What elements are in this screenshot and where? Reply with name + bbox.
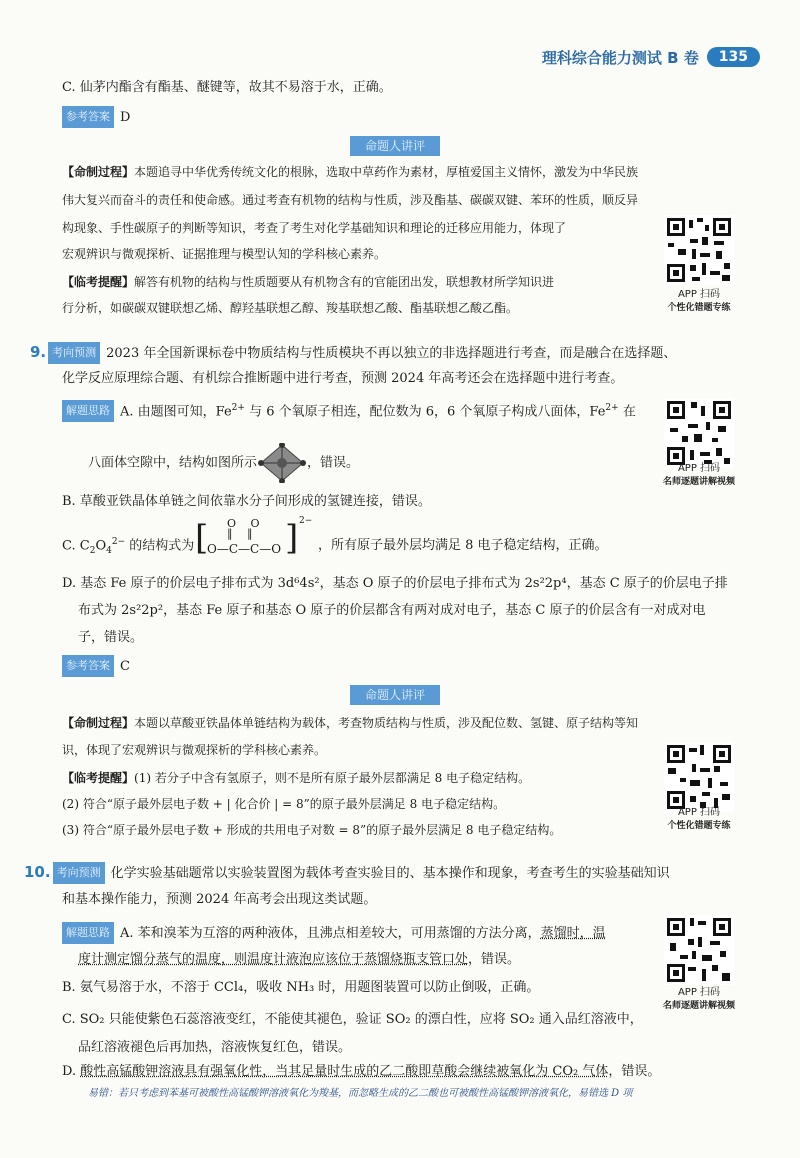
q9-option-d-line1: D. 基态 Fe 原子的价层电子排布式为 3d⁶4s²，基态 O 原子的价层电子排布式为 2s²2p⁴，基态 C 原子的价层电子排 <box>62 576 728 591</box>
q9-answer: C <box>120 659 130 674</box>
q10-option-d: D. 酸性高锰酸钾溶液具有强氧化性，当其足量时生成的乙二酸即草酸会继续被氧化为 CO₂ 气体，错误。 <box>62 1064 661 1079</box>
teacher-banner: 命题人讲评 <box>350 136 440 156</box>
q8-option-c: C. 仙茅内酯含有酯基、醚键等，故其不易溶于水，正确。 <box>62 80 392 95</box>
q10-option-a-line1: 解题思路 A. 苯和溴苯为互溶的两种液体，且沸点相差较大，可用蒸馏的方法分离，蒸馏时，温 <box>62 922 606 944</box>
q9-process-line1: 【命制过程】本题以草酸亚铁晶体单链结构为载体，考查物质结构与性质，涉及配位数、氢键、原子结构等知 <box>62 716 639 730</box>
q10-option-a-line2: 度计测定馏分蒸气的温度，则温度计液泡应该位于蒸馏烧瓶支管口处，错误。 <box>78 952 521 967</box>
qr-caption-3: APP 扫码 个性化错题专练 <box>667 807 731 831</box>
q9-answer-line: 参考答案 C <box>62 655 130 677</box>
q9-number: 9. <box>30 343 47 361</box>
header-title: 理科综合能力测试 B 卷 <box>541 48 699 67</box>
q9-option-c-lead: C. $C_2O_4^{2-}$ 的结构式为 <box>62 537 195 556</box>
q10-option-b: B. 氨气易溶于水，不溶于 CCl₄，吸收 NH₃ 时，用题图装置可以防止倒吸，正确。 <box>62 980 540 995</box>
qr-caption-4: APP 扫码 名师逐题讲解视频 <box>662 987 735 1011</box>
q9-tip-line1: 【临考提醒】(1) 若分子中含有氢原子，则不是所有原子最外层都满足 8 电子稳定结构。 <box>62 771 531 785</box>
q9-option-a-line1: 解题思路 A. 由题图可知，$Fe^{2+}$ 与 6 个氧原子相连，配位数为 6，6 个氧原子构成八面体，$Fe^{2+}$ 在 <box>62 398 636 422</box>
q10-forecast-line1: 10. 考向预测 化学实验基础题常以实验装置图为载体考查实验目的、基本操作和现象，考查考生的实验基础知识 <box>24 862 670 884</box>
q8-answer-line <box>62 106 130 128</box>
q8-tip-line1: 【临考提醒】解答有机物的结构与性质题要从有机物含有的官能团出发，联想教材所学知识进 <box>62 275 555 289</box>
q10-option-c-line2: 品红溶液褪色后再加热，溶液恢复红色，错误。 <box>78 1040 352 1055</box>
octahedron-icon <box>257 443 307 483</box>
handwritten-note: 易错：若只考虑到苯基可被酸性高锰酸钾溶液氧化为羧基，而忽略生成的乙二酸也可被酸性高锰酸钾溶液氧化，易错选 D 项 <box>88 1088 633 1099</box>
q8-process-line2: 伟大复兴而奋斗的责任和使命感。通过考查有机物的结构与性质，涉及酯基、碳碳双键、苯环的性质，顺反异 <box>62 193 639 207</box>
q9-option-a-line2: 八面体空隙中，结构如图所示 ，错误。 <box>88 443 359 483</box>
q9-process-line2: 识，体现了宏观辨识与微观探析的学科核心素养。 <box>62 743 327 757</box>
q9-option-d-line3: 子，错误。 <box>78 630 144 645</box>
q9-forecast-line1: 9. 考向预测 2023 年全国新课标卷中物质结构与性质模块不再以独立的非选择题进行考查，而是融合在选择题、 <box>30 342 676 364</box>
q9-option-d-line2: 布式为 2s²2p²，基态 Fe 原子和基态 O 原子的价层都含有两对成对电子，基态 C 原子的价层含有一对成对电 <box>78 603 706 618</box>
oxalate-structural-formula: [ O O ‖ ‖ O—C—C—O ] 2− <box>195 516 313 558</box>
page-header <box>542 46 760 68</box>
q8-process-line4: 宏观辨识与微观探析、证据推理与模型认知的学科核心素养。 <box>62 247 387 261</box>
q8-tip-line2: 行分析，如碳碳双键联想乙烯、醇羟基联想乙醇、羧基联想乙酸、酯基联想乙酸乙酯。 <box>62 301 519 315</box>
qr-code-icon[interactable] <box>664 915 734 985</box>
q9-tip-line2: (2) 符合“原子最外层电子数 + | 化合价 | = 8”的原子最外层满足 8 电子稳定结构。 <box>62 797 506 811</box>
teacher-banner: 命题人讲评 <box>350 685 440 705</box>
qr-caption-1: APP 扫码 个性化错题专练 <box>667 289 731 313</box>
q8-process-line1: 【命制过程】本题追寻中华优秀传统文化的根脉，选取中草药作为素材，厚植爱国主义情怀，激发为中华民族 <box>62 165 639 179</box>
answer-tag: 参考答案 <box>62 106 114 128</box>
q10-forecast-line2: 和基本操作能力，预测 2024 年高考会出现这类试题。 <box>62 892 377 907</box>
qr-code-icon[interactable] <box>664 398 734 468</box>
q9-tip-line3: (3) 符合“原子最外层电子数 + 形成的共用电子对数 = 8”的原子最外层满足 8 电子稳定结构。 <box>62 823 562 837</box>
qr-code-icon[interactable] <box>664 742 734 812</box>
q9-option-b: B. 草酸亚铁晶体单链之间依靠水分子间形成的氢键连接，错误。 <box>62 494 431 509</box>
q8-answer: D <box>120 110 131 125</box>
q10-option-c-line1: C. SO₂ 只能使紫色石蕊溶液变红，不能使其褪色，验证 SO₂ 的漂白性，应将 SO₂ 通入品红溶液中， <box>62 1012 643 1027</box>
q9-option-c-tail: ，所有原子最外层均满足 8 电子稳定结构，正确。 <box>318 538 608 553</box>
qr-code-icon[interactable] <box>664 215 734 285</box>
qr-caption-2: APP 扫码 名师逐题讲解视频 <box>662 463 735 487</box>
q10-number: 10. <box>24 863 51 881</box>
q9-forecast-line2: 化学反应原理综合题、有机综合推断题中进行考查，预测 2024 年高考还会在选择题中进行考查。 <box>62 371 624 386</box>
page-number: 135 <box>707 47 760 67</box>
q8-process-line3: 构现象、手性碳原子的判断等知识，考查了考生对化学基础知识和理论的迁移应用能力，体现了 <box>62 221 567 235</box>
